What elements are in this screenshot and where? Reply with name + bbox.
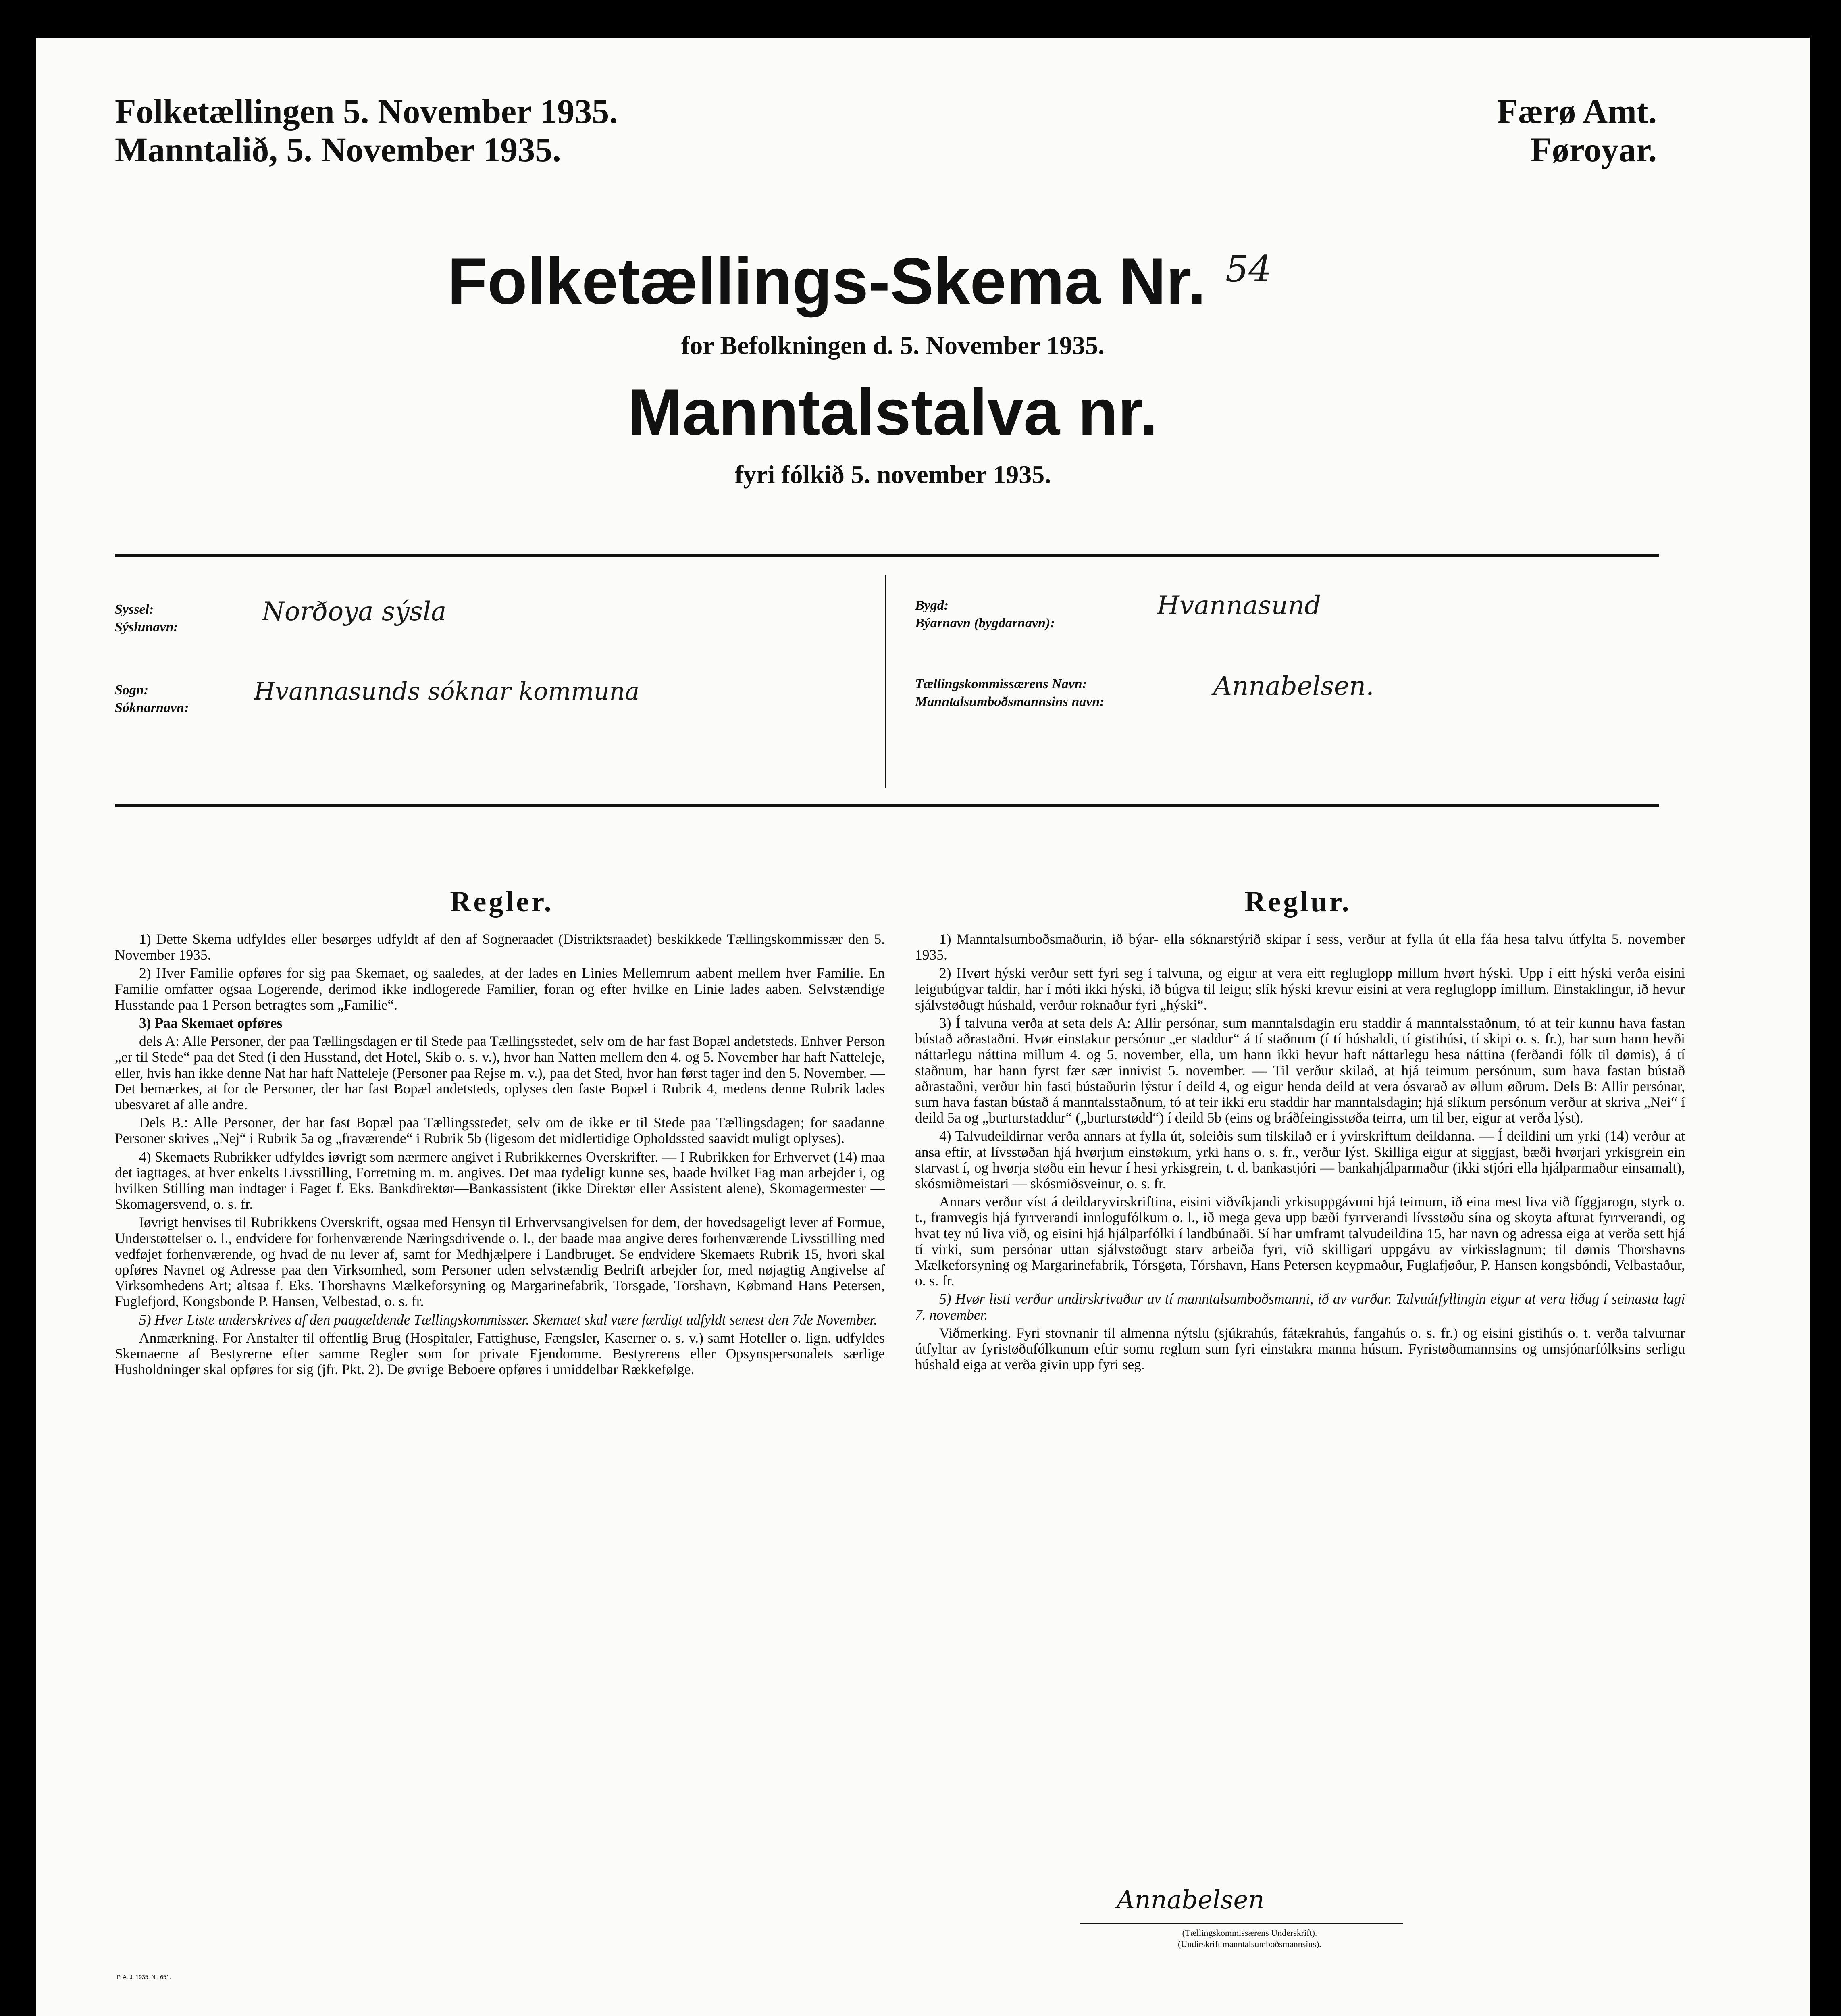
regler-p1: 1) Dette Skema udfyldes eller besørges udfyldt af den af Sogneraadet (Distriktsraadet) beskikkede Tællingskommissær den 5. November 1935. <box>115 931 885 963</box>
reglur-p3: 3) Í talvuna verða at seta dels A: Allir persónar, sum manntalsdagin eru staddir á manntalsstaðnum, tó at teir kunnu hava fastan bústað aðrastaðni. Hvør einstakur persónur „er staddur“ á tí staðnum (í tí húshaldi, tí gistihúsi, tí skipi o. s. fr.), har sum hann hevði náttarlegu náttina millum 4. og 5. november, ella, um hann ikki hevur haft náttarlegu hesa náttina (ferðandi fólk til dømis), á tí staðnum, har hann fyrst fær sær innivist 5. november. — Til verður skilað, at hjá teimum persónum, sum hava fastan bústað aðrastaðni, verður hin fasti bústaðurin lýstur í deild 4, og eigur henda deild at vera ósvarað av øllum øðrum. Dels B: Allir persónar, sum hava fastan bústað á manntalsstaðnum, tó at teir ikki eru staddir har manntalsdagin; hjá slíkum persónum verður at skriva „Nei“ í deild 5a og „burturstaddur“ („burturstødd“) í deild 5b (eins og bráðfeingisstøða teirra, um til ber, eigur at verða lýst). <box>915 1015 1685 1126</box>
census-form-sheet <box>36 38 1810 2016</box>
bygd-label: Bygd: Býarnavn (bygdarnavn): <box>915 598 1055 631</box>
commissioner-signature: Annabelsen <box>1117 1885 1265 1914</box>
signature-caption: (Tællingskommissærens Underskrift). (Undirskrift manntalsumboðsmannsins). <box>1178 1928 1321 1949</box>
reglur-p4b: Annars verður víst á deildaryvirskriftina, eisini viðvíkjandi yrkisuppgávuni hjá teimum, ið eina mest liva við fíggjarogn, styrk o. t., framvegis hjá fyrrverandi innlogufólkum o. l., ið mega geva upp bæði fyrrverandi lívsstøðu sína og skoyta afturat fyrrverandi, og hvat tey nú liva við, og eisini hjá hjálparfólki í landbúnaði. Sí har umframt talvudeildina 15, har navn og adressa eiga at verða sett hjá tí virki, sum persónar uttan sjálvstøðugt starv arbeiða fyri, við skilligari uppgávu av virkisslagnum; til dømis Thorshavns Mælkeforsyning og Margarinefabrik, Tórsgøta, Tórshavn, Hans Petersen keypmaður, Fuglafjøður, P. Hansen kongsbóndi, Velbastaður, o. s. fr. <box>915 1193 1685 1289</box>
syssel-value: Norðoya sýsla <box>262 597 447 627</box>
reglur-p1: 1) Manntalsumboðsmaðurin, ið býar- ella sóknarstýrið skipar í sess, verður at fylla út ella fáa hesa talvu útfylta 5. november 1935. <box>915 931 1685 963</box>
header-right-line2: Føroyar. <box>1531 130 1657 169</box>
sogn-label: Sogn: Sóknarnavn: <box>115 683 189 716</box>
regler-p3b: dels A: Alle Personer, der paa Tællingsdagen er til Stede paa Tællingsstedet, selv om de har fast Bopæl andetsteds. Enhver Person „er til Stede“ paa det Sted (i den Husstand, det Hotel, Skib o. s. v.), hvor han Natten mellem den 4. og 5. November har haft Natteleje, eller, hvis han ikke denne Nat har haft Natteleje (Personer paa Rejse m. v.), paa det Sted, hvor han først tager ind den 5. November. — Det bemærkes, at for de Personer, der har fast Bopæl andetsteds, oplyses den faste Bopæl i Rubrik 4, medens denne Rubrik lades ubesvaret af alle andre. <box>115 1033 885 1113</box>
header-left-line2: Manntalið, 5. November 1935. <box>115 130 561 169</box>
regler-p4: 4) Skemaets Rubrikker udfyldes iøvrigt som nærmere angivet i Rubrikkernes Overskrifter. — I Rubrikken for Erhvervet (14) maa det iagttages, at hver enkelts Livsstilling, Forretning m. m. angives. Det maa tydeligt kunne ses, baade hvilket Fag man arbejder i, og hvilken Stilling man indtager i Faget f. Eks. Bankdirektør—Bankassistent (ikke Direktør eller Assistent alene), Skomagermester — Skomagersvend, o. s. fr. <box>115 1148 885 1212</box>
regler-note: Anmærkning. For Anstalter til offentlig Brug (Hospitaler, Fattighuse, Fængsler, Kaserner o. s. v.) samt Hoteller o. lign. udfyldes Skemaerne af Bestyrerne efter samme Regler som for private Ejendomme. Bestyrerens eller Opsynspersonalets særlige Husholdninger skal opføres for sig (jfr. Pkt. 2). De øvrige Beboere opføres i umiddelbar Rækkefølge. <box>115 1329 885 1378</box>
signature-line <box>1080 1923 1403 1924</box>
field-box-divider <box>885 575 886 788</box>
field-box-bottom-rule <box>115 804 1659 807</box>
reglur-p2: 2) Hvørt hýski verður sett fyri seg í talvuna, og eigur at vera eitt regluglopp millum hvørt hýski. Upp í eitt hýski verða eisini leigubúgvar taldir, har í móti ikki hýski, ið búgva til leigu; slík hýski krevur eisini at vera regluglopp ímillum. Einstaklingur, ið hevur sjálvstøðugt húshald, verður roknaður fyri „hýski“. <box>915 965 1685 1013</box>
reglur-note: Viðmerking. Fyri stovnanir til almenna nýtslu (sjúkrahús, fátækrahús, fangahús o. s. fr.) og eisini gistihús o. t. verða talvurnar útfyltar av fyristøðufólkunum eftir somu reglum sum fyri einstakra manna húsum. Fyristøðumannsins og umsjónarfólksins serligu húshald eiga at verða givin upp fyri seg. <box>915 1325 1685 1373</box>
printer-mark: P. A. J. 1935. Nr. 651. <box>117 1974 171 1980</box>
header-left-line1: Folketællingen 5. November 1935. <box>115 92 618 131</box>
reglur-title: Reglur. <box>1244 885 1352 918</box>
form-title-fo: Manntalstalva nr. <box>628 376 1158 449</box>
regler-p4b: Iøvrigt henvises til Rubrikkens Overskrift, ogsaa med Hensyn til Erhvervsangivelsen for dem, der hovedsageligt lever af Formue, Understøttelser o. l., endvidere for forhenværende Næringsdrivende o. l., der baade maa angive deres forhenværende Livsstilling med vedføjet forhenværende, og hvad de nu lever af, samt for Medhjælpere i Landbruget. Se endvidere Skemaets Rubrik 15, hvori skal opføres Navnet og Adresse paa den Virksomhed, som Personer uden selvstændig Bedrift arbejder for, med nøjagtig Angivelse af Virksomhedens Art; altsaa f. Eks. Thorshavns Mælkeforsyning og Margarinefabrik, Torsgade, Torshavn, Købmand Hans Petersen, Fuglefjord, Kongsbonde P. Hansen, Velbestad, o. s. fr. <box>115 1214 885 1310</box>
form-title: Folketællings-Skema Nr. <box>447 245 1206 318</box>
commissioner-value: Annabelsen. <box>1213 671 1374 701</box>
form-number: 54 <box>1225 248 1272 290</box>
regler-p3a: 3) Paa Skemaet opføres <box>139 1015 283 1031</box>
regler-column <box>115 931 885 1380</box>
regler-p2: 2) Hver Familie opføres for sig paa Skemaet, og saaledes, at der lades en Linies Mellemrum aabent mellem hver Familie. En Familie omfatter ogsaa Logerende, derimod ikke indlogerede Familier, foran og efter hvilke en Linie lades aaben. Selvstændige Husstande paa 1 Person betragtes som „Familie“. <box>115 965 885 1013</box>
regler-title: Regler. <box>450 885 554 918</box>
reglur-column <box>915 931 1685 1375</box>
reglur-p5: 5) Hvør listi verður undirskrivaður av tí manntalsumboðsmanni, ið av varðar. Talvuútfyllingin eigur at vera liðug í seinasta lagi 7. november. <box>915 1291 1685 1323</box>
reglur-p4: 4) Talvudeildirnar verða annars at fylla út, soleiðis sum tilskilað er í yvirskriftum deildanna. — Í deildini um yrki (14) verður at ansa eftir, at lívsstøðan hjá hvørjum einstøkum, yrki hans o. s. fr., verður lýst. Skilliga eigur at siggjast, bæði hvørjari yrkisgrein ein starvast í, og hvørja støðu ein hevur í hesi yrkisgrein, t. d. bankastjóri — bankahjálparmaður (ikki stjóri ella hjálparmaður einsamalt), skósmiðmeistari — skósmiðsveinur, o. s. fr. <box>915 1128 1685 1192</box>
bygd-value: Hvannasund <box>1157 591 1321 621</box>
regler-p5: 5) Hver Liste underskrives af den paagældende Tællingskommissær. Skemaet skal være færdigt udfyldt senest den 7de November. <box>139 1311 878 1328</box>
syssel-label: Syssel: Sýslunavn: <box>115 602 178 635</box>
form-subtitle-da: for Befolkningen d. 5. November 1935. <box>681 331 1105 360</box>
regler-p3c: Dels B.: Alle Personer, der har fast Bopæl paa Tællingsstedet, selv om de ikke er til Stede paa Tællingsdagen; for saadanne Personer skrives „Nej“ i Rubrik 5a og „fraværende“ i Rubrik 5b (ligesom det midlertidige Opholdssted saavidt muligt oplyses). <box>115 1114 885 1147</box>
form-subtitle-fo: fyri fólkið 5. november 1935. <box>734 460 1051 489</box>
commissioner-label: Tællingskommissærens Navn: Manntalsumboðsmannsins navn: <box>915 677 1105 710</box>
sogn-value: Hvannasunds sóknar kommuna <box>254 677 640 706</box>
header-right-line1: Færø Amt. <box>1497 92 1657 131</box>
field-box-top-rule <box>115 554 1659 557</box>
